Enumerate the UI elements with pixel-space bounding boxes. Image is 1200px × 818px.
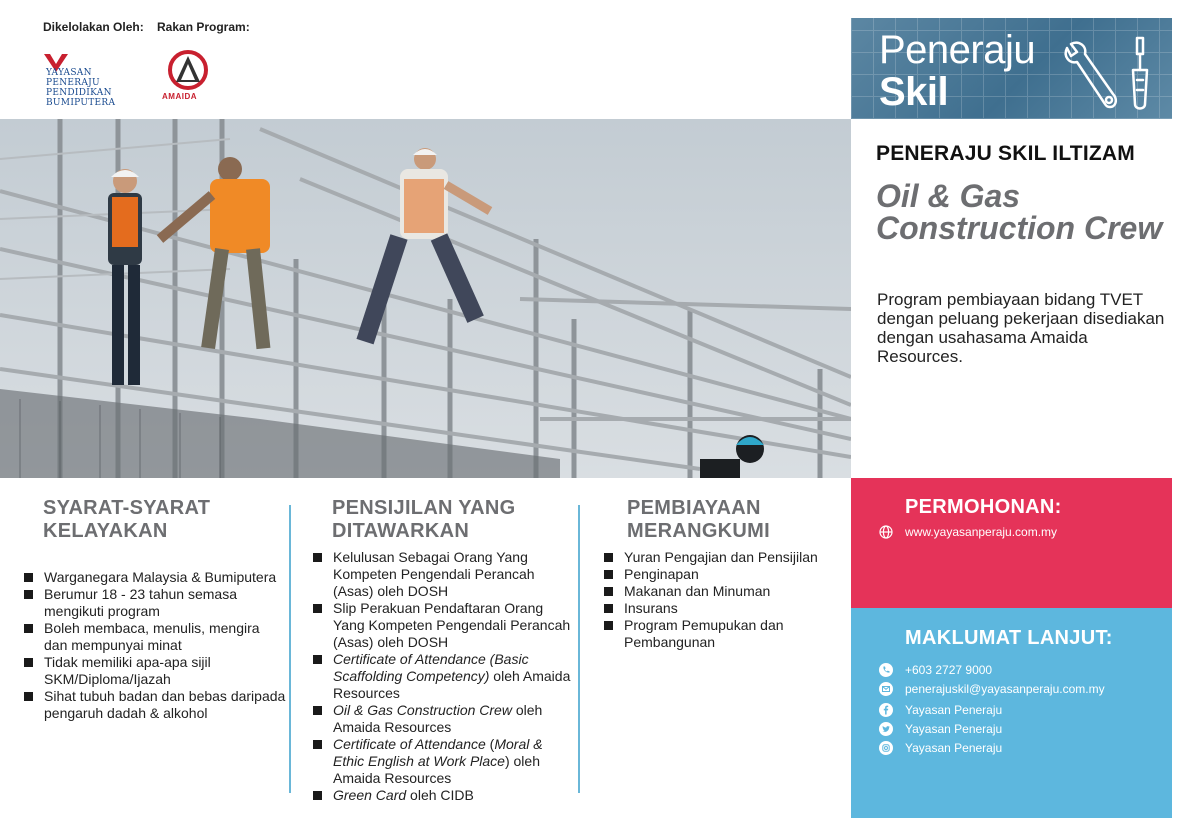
program-description: Program pembiayaan bidang TVET dengan peluang pekerjaan disediakan dengan usahasama Amaida Resources. [877,290,1165,366]
funding-heading: PEMBIAYAAN MERANGKUMI [627,497,770,542]
brand-line-2: Skil [879,70,949,114]
phone-contact[interactable]: +603 2727 9000 [879,660,1105,679]
list-item: Certificate of Attendance (Moral & Ethic English at Work Place) oleh Amaida Resources [313,736,573,787]
instagram-link[interactable]: Yayasan Peneraju [879,738,1105,757]
managed-by-label: Dikelolakan Oleh: [43,20,144,34]
list-item: Yuran Pengajian dan Pensijilan [604,549,844,566]
list-item: Oil & Gas Construction Crew oleh Amaida Resources [313,702,573,736]
list-item: Penginapan [604,566,844,583]
list-item: Warganegara Malaysia & Bumiputera [24,569,286,586]
list-item: Green Card oleh CIDB [313,787,573,804]
peneraju-skil-banner [851,18,1172,119]
twitter-icon [879,722,893,736]
email-contact[interactable]: penerajuskil@yayasanperaju.com.my [879,679,1105,698]
yayasan-peneraju-logo: YAYASAN PENERAJU PENDIDIKAN BUMIPUTERA [40,50,110,108]
list-item: Boleh membaca, menulis, mengira dan mempunyai minat [24,620,286,654]
list-item: Certificate of Attendance (Basic Scaffolding Competency) oleh Amaida Resources [313,651,573,702]
globe-icon [879,525,893,539]
funding-section [604,497,844,651]
program-title: PENERAJU SKIL ILTIZAM [876,142,1135,165]
email-icon [879,682,893,696]
facebook-link[interactable]: Yayasan Peneraju [879,700,1105,719]
scaffolding-workers-photo [0,119,851,478]
application-panel [851,478,1172,608]
course-title: Oil & Gas Construction Crew [876,178,1163,246]
program-partner-label: Rakan Program: [157,20,250,34]
facebook-icon [879,703,893,717]
list-item: Sihat tubuh badan dan bebas daripada pengaruh dadah & alkohol [24,688,286,722]
contact-panel [851,608,1172,818]
list-item: Makanan dan Minuman [604,583,844,600]
eligibility-heading: SYARAT-SYARAT KELAYAKAN [43,497,211,542]
phone-icon [879,663,893,677]
list-item: Kelulusan Sebagai Orang Yang Kompeten Pengendali Perancah (Asas) oleh DOSH [313,549,573,600]
certification-section [313,497,573,804]
certification-heading: PENSIJILAN YANG DITAWARKAN [332,497,516,542]
contact-heading: MAKLUMAT LANJUT: [905,627,1113,649]
instagram-icon [879,741,893,755]
list-item: Tidak memiliki apa-apa sijil SKM/Diploma/Ijazah [24,654,286,688]
column-divider [578,505,580,793]
list-item: Slip Perakuan Pendaftaran Orang Yang Kompeten Pengendali Perancah (Asas) oleh DOSH [313,600,573,651]
tools-icon [1059,34,1159,114]
list-item: Berumur 18 - 23 tahun semasa mengikuti program [24,586,286,620]
list-item: Insurans [604,600,844,617]
twitter-link[interactable]: Yayasan Peneraju [879,719,1105,738]
eligibility-section [24,497,286,722]
amaida-logo: AMAIDA [160,50,216,108]
website-link[interactable]: www.yayasanperaju.com.my [879,525,1057,539]
column-divider [289,505,291,793]
list-item: Program Pemupukan dan Pembangunan [604,617,844,651]
brand-line-1: Peneraju [879,28,1036,72]
application-heading: PERMOHONAN: [905,496,1062,518]
